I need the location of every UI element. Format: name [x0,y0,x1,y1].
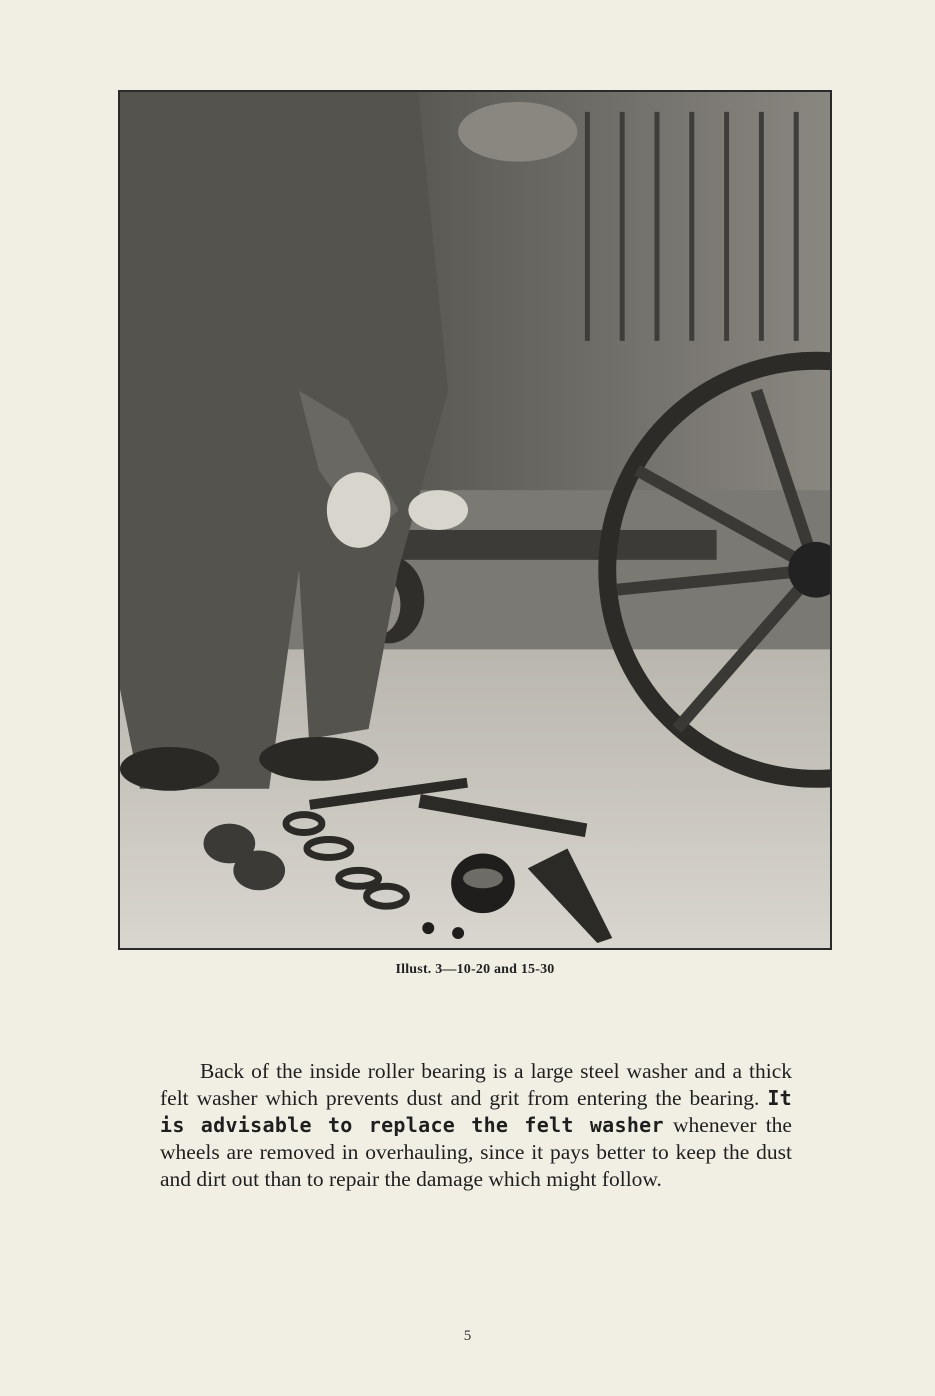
body-text-before: Back of the inside roller bearing is a large steel washer and a thick felt washer which prevents dust and grit from entering the bearing. [160,1058,792,1110]
page-number: 5 [463,1328,472,1344]
body-text-after: whenever the wheels are removed in overhauling, since it pays better to keep the dust and dirt out than to repair the damage which might follow. [160,1112,792,1191]
illustration-caption: Illust. 3—10-20 and 15-30 [395,962,555,977]
body-text-emphasis: It is advisable to replace the felt washer [160,1085,792,1137]
photo-illustration-wheel-bearing [118,90,832,950]
body-paragraph [160,1058,792,1193]
photo-image [120,92,830,948]
